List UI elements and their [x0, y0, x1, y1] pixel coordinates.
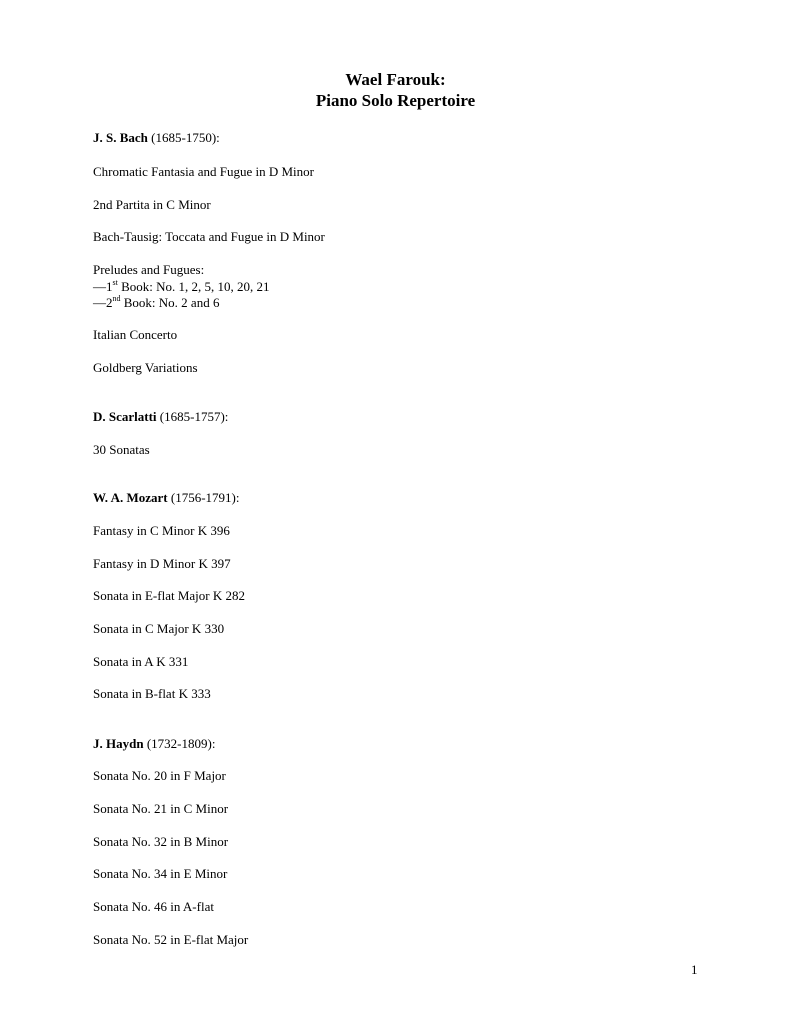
- list-item: Sonata in E-flat Major K 282: [93, 588, 245, 603]
- section-heading-bach: [93, 130, 220, 146]
- list-subitem: —1st Book: No. 1, 2, 5, 10, 20, 21: [93, 277, 270, 294]
- list-item: Preludes and Fugues:: [93, 262, 205, 277]
- composer-dates: (1685-1757):: [156, 409, 229, 424]
- composer-dates: (1685-1750):: [147, 130, 220, 145]
- list-item: Sonata No. 20 in F Major: [93, 768, 226, 783]
- composer-dates: (1756-1791):: [167, 490, 240, 505]
- list-item: Fantasy in C Minor K 396: [93, 523, 230, 538]
- list-item: Fantasy in D Minor K 397: [93, 556, 231, 571]
- list-item: Sonata No. 46 in A-flat: [93, 899, 214, 914]
- list-item: Sonata in C Major K 330: [93, 621, 225, 636]
- document-subtitle: Piano Solo Repertoire: [315, 91, 476, 110]
- composer-name: W. A. Mozart: [93, 490, 168, 505]
- list-item: 30 Sonatas: [93, 442, 150, 457]
- section-heading-mozart: [93, 490, 239, 506]
- composer-dates: (1732-1809):: [143, 736, 216, 751]
- list-item: Sonata No. 21 in C Minor: [93, 801, 229, 816]
- list-item: Sonata in B-flat K 333: [93, 686, 211, 701]
- list-subitem: —2nd Book: No. 2 and 6: [93, 293, 220, 310]
- composer-name: D. Scarlatti: [93, 409, 157, 424]
- list-item: Sonata No. 34 in E Minor: [93, 866, 228, 881]
- list-item: Bach-Tausig: Toccata and Fugue in D Minor: [93, 229, 325, 244]
- list-item: Chromatic Fantasia and Fugue in D Minor: [93, 164, 314, 179]
- list-item: Sonata in A K 331: [93, 654, 189, 669]
- list-item: Sonata No. 52 in E-flat Major: [93, 932, 249, 947]
- composer-name: J. Haydn: [93, 736, 144, 751]
- page-number: 1: [691, 962, 698, 977]
- composer-name: J. S. Bach: [93, 130, 148, 145]
- section-heading-scarlatti: [93, 409, 228, 425]
- list-item: 2nd Partita in C Minor: [93, 197, 211, 212]
- document-title: Wael Farouk:: [345, 70, 446, 89]
- list-item: Italian Concerto: [93, 327, 178, 342]
- list-item: Sonata No. 32 in B Minor: [93, 834, 229, 849]
- list-item: Goldberg Variations: [93, 360, 198, 375]
- section-heading-haydn: [93, 736, 215, 752]
